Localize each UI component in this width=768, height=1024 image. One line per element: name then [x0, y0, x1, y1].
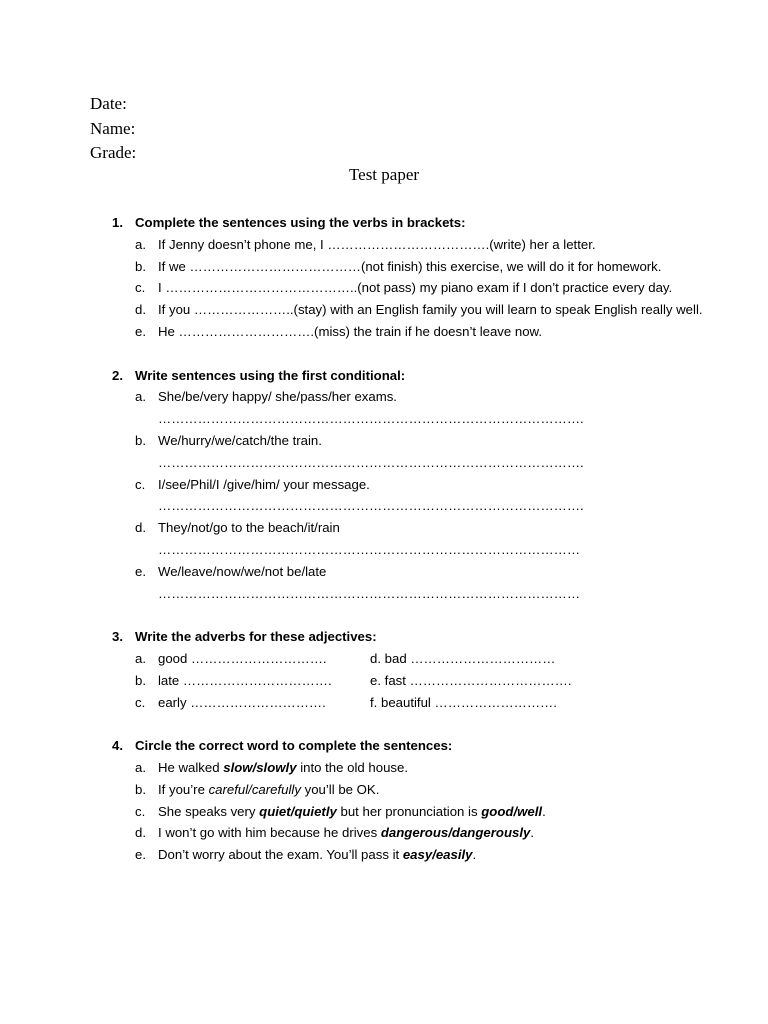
question-text: Complete the sentences using the verbs in brackets: [135, 215, 466, 230]
item-letter: b. [135, 672, 146, 688]
list-item [135, 321, 712, 343]
list-item [135, 757, 712, 779]
header-fields [90, 92, 136, 166]
item-sentence [158, 779, 712, 801]
list-item [135, 779, 712, 801]
item-letter: b. [135, 781, 146, 797]
sentence-end: you’ll be OK. [300, 781, 380, 797]
name-label: Name: [90, 118, 136, 138]
item-letter: b. [135, 258, 146, 274]
test-body [112, 212, 712, 888]
question-number: 2. [112, 367, 123, 383]
item-sentence [158, 757, 712, 779]
item-sentence [158, 801, 712, 823]
list-item [135, 822, 712, 844]
list-item [135, 517, 712, 561]
item-text: I ……………………………………..(not pass) my piano exam if I don’t practice every day. [158, 280, 673, 296]
sentence-end: . [542, 803, 546, 819]
sentence-start: If you’re [158, 781, 209, 797]
sentence-end: into the old house. [296, 759, 408, 775]
sentence-start: Don’t worry about the exam. You’ll pass it [158, 847, 403, 863]
list-item [370, 648, 630, 670]
word-choice-2: good/well [481, 803, 543, 819]
item-letter: c. [135, 280, 146, 296]
item-letter: a. [135, 650, 146, 666]
question-text: Circle the correct word to complete the sentences: [135, 738, 453, 754]
item-letter: a. [135, 236, 146, 252]
item-letter: a. [135, 389, 146, 405]
question-text: Write sentences using the first conditional: [135, 367, 406, 383]
sentence-middle: but her pronunciation is [336, 803, 482, 819]
item-text: d. bad …………………………… [370, 650, 556, 666]
list-item [135, 670, 370, 692]
item-letter: a. [135, 759, 146, 775]
word-choice: quiet/quietly [259, 803, 337, 819]
list-item [370, 692, 630, 714]
item-sentence [158, 844, 712, 866]
item-letter: b. [135, 432, 146, 448]
list-item [135, 386, 712, 430]
item-text: If Jenny doesn’t phone me, I ……………………………….(write) her a letter. [158, 236, 596, 252]
item-text: good …………………………. [158, 650, 327, 666]
item-letter: c. [135, 694, 146, 710]
item-letter: d. [135, 825, 146, 841]
item-body [158, 386, 712, 430]
question-4-heading [112, 735, 712, 757]
word-choice: easy/easily [402, 847, 473, 863]
item-letter: c. [135, 803, 146, 819]
item-prompt: We/leave/now/we/not be/late [158, 563, 327, 579]
item-prompt: We/hurry/we/catch/the train. [158, 432, 322, 448]
item-prompt: She/be/very happy/ she/pass/her exams. [158, 389, 397, 405]
list-item [135, 277, 712, 299]
item-letter: d. [135, 520, 146, 536]
list-item [135, 801, 712, 823]
question-4 [112, 735, 712, 866]
question-number: 1. [112, 215, 123, 230]
item-letter: d. [135, 302, 146, 318]
date-label: Date: [90, 94, 127, 113]
list-item [370, 670, 630, 692]
word-choice: careful/carefully [208, 781, 301, 797]
item-text: He ………………………….(miss) the train if he doesn’t leave now. [158, 323, 543, 339]
word-choice: dangerous/dangerously [380, 825, 531, 841]
question-1 [112, 212, 712, 343]
answer-line: ……………………………………………………………………………………. [158, 498, 584, 514]
question-number: 4. [112, 738, 123, 754]
list-item [135, 692, 370, 714]
question-2 [112, 365, 712, 605]
item-text: If you …………………..(stay) with an English family you will learn to speak English really well. [158, 302, 703, 318]
item-letter: e. [135, 847, 146, 863]
grade-label: Grade: [90, 143, 137, 162]
question-3 [112, 626, 712, 713]
sentence-start: He walked [158, 759, 224, 775]
list-item [135, 561, 712, 605]
item-text: e. fast ………………………………. [370, 672, 572, 688]
answer-line: ……………………………………………………………………………………. [158, 454, 584, 470]
list-item [135, 430, 712, 474]
item-text: early …………………………. [158, 694, 326, 710]
item-letter: c. [135, 476, 146, 492]
page-title: Test paper [348, 165, 420, 184]
item-text: late ……………………………. [158, 672, 332, 688]
question-2-heading [112, 365, 712, 387]
question-3-heading [112, 626, 712, 648]
item-letter: e. [135, 563, 146, 579]
list-item [135, 474, 712, 518]
question-text: Write the adverbs for these adjectives: [135, 629, 377, 645]
item-body [158, 430, 712, 474]
sentence-start: She speaks very [158, 803, 260, 819]
adverb-grid [135, 648, 712, 713]
answer-line: …………………………………………………………………………………… [158, 585, 580, 601]
list-item [135, 256, 712, 278]
sentence-start: I won’t go with him because he drives [158, 825, 381, 841]
list-item [135, 648, 370, 670]
item-letter: e. [135, 323, 146, 339]
item-body [158, 474, 712, 518]
answer-line: ……………………………………………………………………………………. [158, 411, 584, 427]
list-item [135, 234, 712, 256]
sentence-end: . [530, 825, 535, 841]
answer-line: …………………………………………………………………………………… [158, 541, 580, 557]
list-item [135, 299, 712, 321]
item-body [158, 517, 712, 561]
item-prompt: They/not/go to the beach/it/rain [158, 520, 340, 536]
sentence-end: . [472, 847, 477, 863]
item-text: f. beautiful ………………………. [370, 694, 557, 710]
item-body [158, 561, 712, 605]
question-number: 3. [112, 629, 123, 645]
item-prompt: I/see/Phil/I /give/him/ your message. [158, 476, 370, 492]
item-sentence [158, 822, 712, 844]
word-choice: slow/slowly [223, 759, 297, 775]
item-text: If we …………………………………(not finish) this exercise, we will do it for homework. [158, 258, 662, 274]
question-1-heading [112, 212, 712, 234]
list-item [135, 844, 712, 866]
